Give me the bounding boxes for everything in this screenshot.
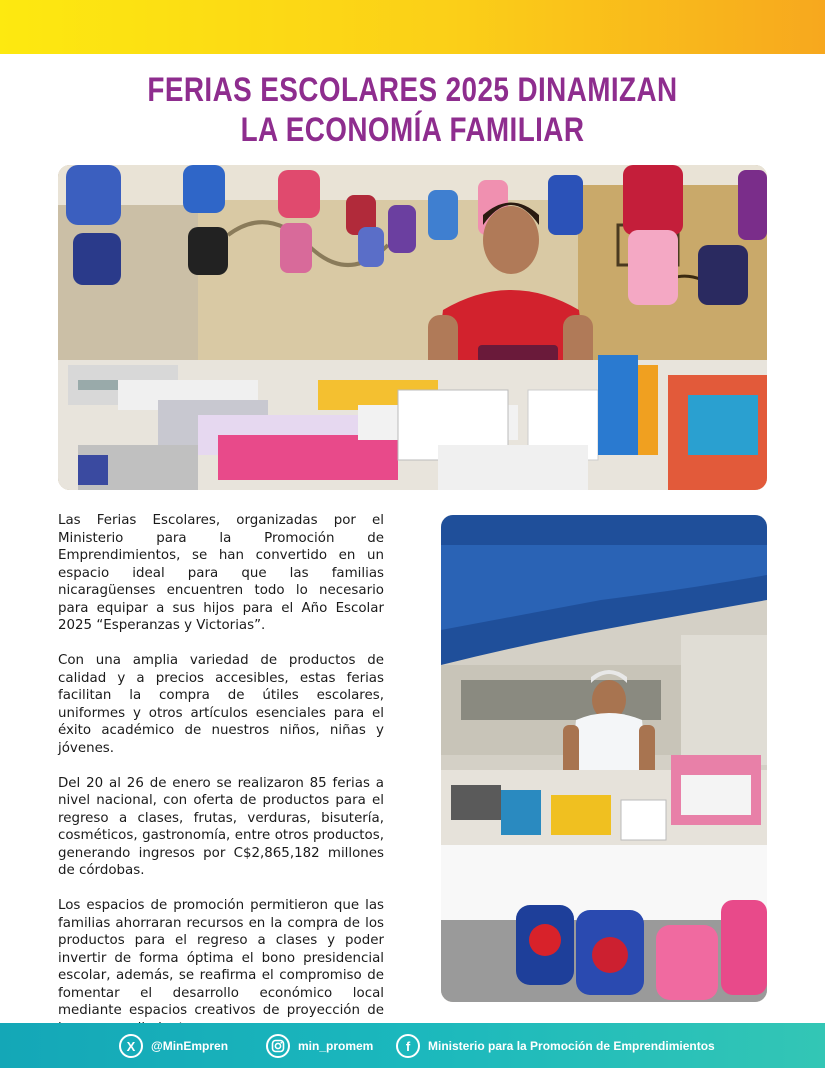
instagram-link[interactable] (266, 1033, 373, 1059)
article-body (58, 512, 384, 1055)
facebook-page: Ministerio para la Promoción de Emprendimientos (428, 1039, 715, 1053)
top-accent-bar (0, 0, 825, 54)
x-twitter-icon: X (119, 1034, 143, 1058)
paragraph-3: Del 20 al 26 de enero se realizaron 85 ferias a nivel nacional, con oferta de productos para el regreso a clases, frutas, verduras, bisutería, cosméticos, gastronomía, entre otros productos, generando ingresos por C$2,865,182 millones de córdobas. (58, 775, 384, 878)
twitter-link[interactable] (119, 1033, 228, 1059)
facebook-link[interactable] (396, 1033, 715, 1059)
facebook-icon: f (396, 1034, 420, 1058)
paragraph-1: Las Ferias Escolares, organizadas por el Ministerio para la Promoción de Emprendimientos, se han convertido en un espacio ideal para que las familias nicaragüenses encuentren todo lo necesario para equipar a sus hijos para el Año Escolar 2025 “Esperanzas y Victorias”. (58, 513, 384, 633)
side-photo-vendor-canopy (441, 515, 767, 1002)
instagram-icon (266, 1034, 290, 1058)
page-title (74, 70, 751, 150)
instagram-handle: min_promem (298, 1039, 374, 1053)
paragraph-2: Con una amplia variedad de productos de calidad y a precios accesibles, estas ferias facilitan la compra de útiles escolares, uniformes y otros artículos esenciales para el éxito académico de nuestros niños, niñas y jóvenes. (58, 653, 384, 756)
paragraph-4: Los espacios de promoción permitieron que las familias ahorraran recursos en la compra de los productos para el regreso a clases y poder invertir de forma óptima el bono presidencial escolar, además, se reafirma el compromiso de fomentar el desarrollo económico local mediante espacios creativos de proyección de (58, 898, 384, 1018)
twitter-handle: @MinEmpren (151, 1039, 229, 1053)
main-photo-school-fair-stall (58, 165, 767, 490)
footer-bar (0, 1023, 825, 1068)
title-line-1: FERIAS ESCOLARES 2025 DINAMIZAN (147, 71, 678, 109)
title-line-2: LA ECONOMÍA FAMILIAR (240, 111, 585, 149)
